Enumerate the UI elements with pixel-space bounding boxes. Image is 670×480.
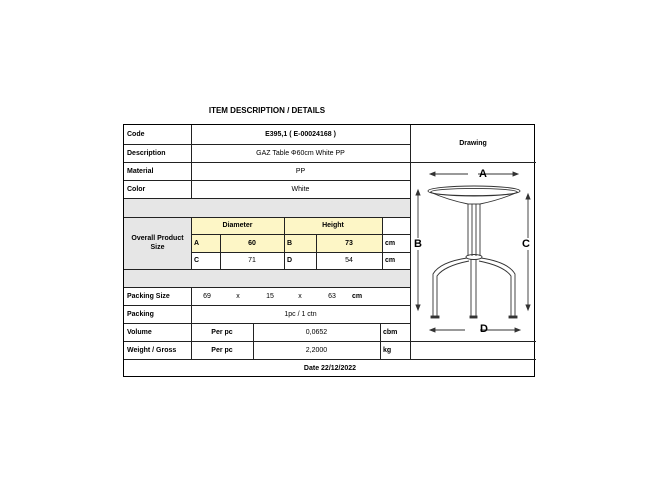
dimension-letter-b: B <box>414 238 422 250</box>
dim-a-label: A <box>194 239 200 247</box>
packing-x-2: x <box>298 292 302 300</box>
date-footer: Date 22/12/2022 <box>303 364 357 372</box>
packing-size-label: Packing Size <box>127 292 170 300</box>
dim-b-label: B <box>287 239 293 247</box>
overall-size-label: Overall Product Size <box>131 234 184 251</box>
dim-ab-unit: cm <box>385 239 396 247</box>
color-label: Color <box>127 185 146 193</box>
code-label: Code <box>127 131 145 138</box>
packing-height: 63 <box>328 292 336 300</box>
dimension-letter-a: A <box>479 168 487 180</box>
dim-a-value: 60 <box>248 239 256 247</box>
weight-label: Weight / Gross <box>127 346 177 354</box>
description-label: Description <box>127 149 166 157</box>
dim-d-label: D <box>287 257 293 264</box>
dim-b-value: 73 <box>345 239 353 247</box>
spacer-row <box>124 269 410 287</box>
color-value: White <box>291 185 310 193</box>
spacer-row <box>124 198 410 217</box>
material-value: PP <box>295 167 306 175</box>
dim-d-value: 54 <box>345 257 353 264</box>
spec-sheet <box>123 124 535 377</box>
volume-unit: cbm <box>383 328 398 336</box>
volume-label: Volume <box>127 328 152 336</box>
dim-c-value: 71 <box>248 257 256 264</box>
table-drawing <box>410 162 536 342</box>
volume-value: 0,0652 <box>305 328 328 336</box>
packing-x-1: x <box>236 292 240 300</box>
diameter-header: Diameter <box>222 222 253 229</box>
packing-width: 15 <box>266 292 274 300</box>
code-value: E395,1 ( E-00024168 ) <box>265 131 336 138</box>
weight-unit: kg <box>383 346 392 354</box>
drawing-header: Drawing <box>459 140 487 147</box>
description-value: GAZ Table Φ60cm White PP <box>256 149 345 157</box>
packing-size-unit: cm <box>351 292 363 300</box>
dimension-letter-d: D <box>480 323 488 335</box>
document-title: ITEM DESCRIPTION / DETAILS <box>208 106 326 115</box>
volume-per: Per pc <box>211 328 233 336</box>
height-header: Height <box>322 222 344 229</box>
material-label: Material <box>127 167 154 175</box>
dimension-letter-c: C <box>522 238 530 250</box>
weight-value: 2,2000 <box>305 346 328 354</box>
dim-c-label: C <box>194 257 200 264</box>
weight-per: Per pc <box>211 346 233 354</box>
packing-label: Packing <box>127 310 154 318</box>
dim-cd-unit: cm <box>385 257 396 264</box>
packing-length: 69 <box>203 292 211 300</box>
packing-value: 1pc / 1 ctn <box>284 310 317 318</box>
